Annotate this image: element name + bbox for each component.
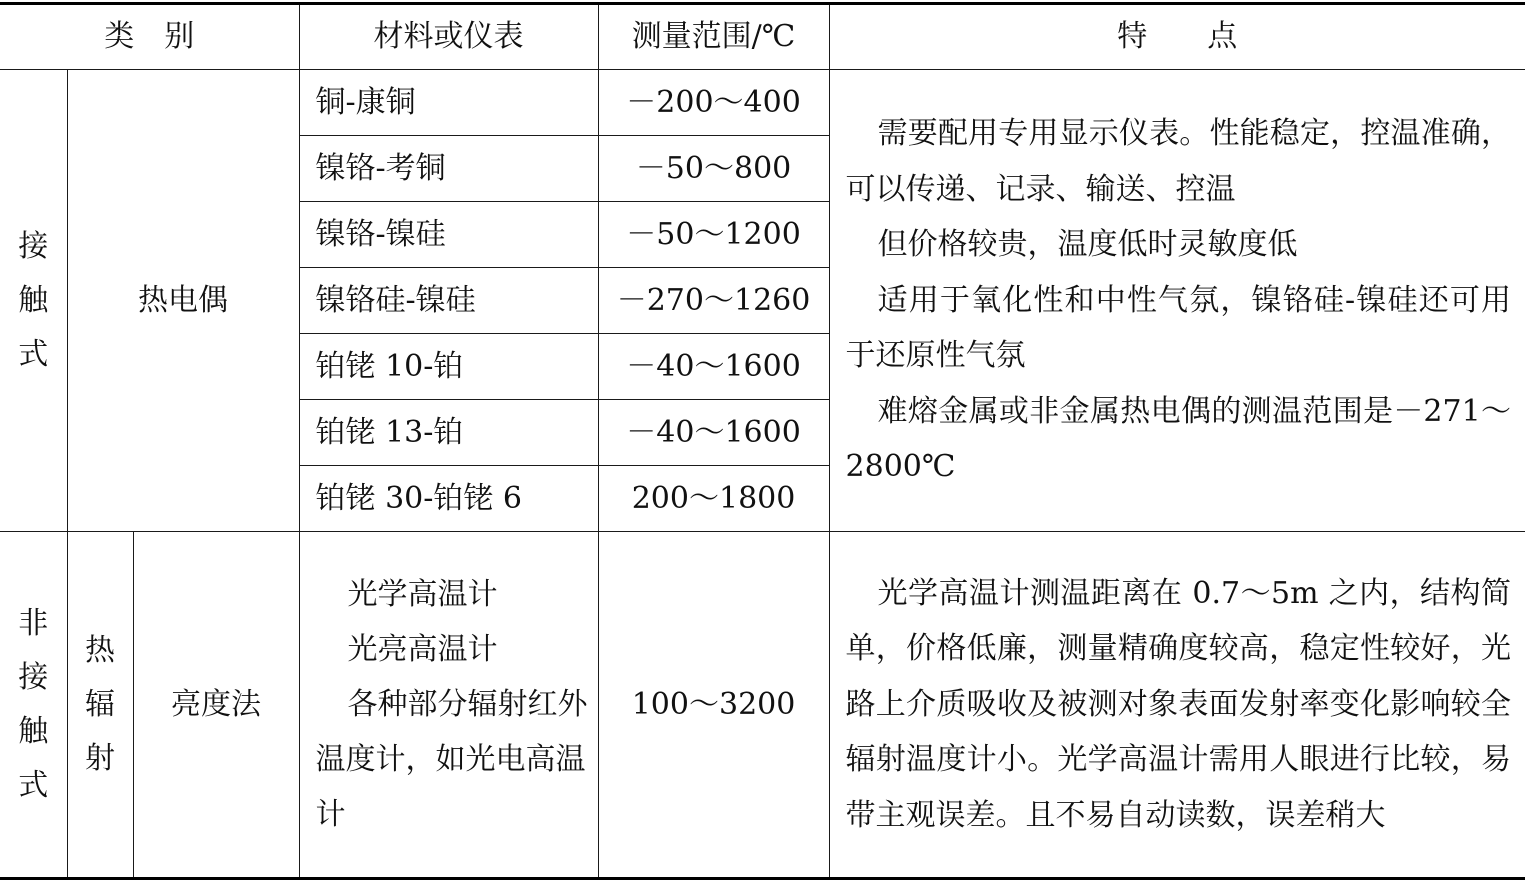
header-range: 测量范围/℃ [598, 4, 829, 70]
feature-paragraph: 光学高温计测温距离在 0.7～5m 之内，结构简单，价格低廉，测量精确度较高，稳定性较好，光路上介质吸收及被测对象表面发射率变化影响较全辐射温度计小。光学高温计需用人眼进行比较，易带主观误差。且不易自动读数，误差稍大 [845, 575, 1512, 833]
material-cell: 镍铬-镍硅 [299, 202, 598, 268]
instrument-list [299, 532, 598, 879]
header-feature: 特 点 [829, 4, 1525, 70]
instrument-item: 光学高温计 [347, 577, 498, 612]
table-row [0, 532, 1525, 879]
type-label-noncontact: 非 接 触 式 [0, 532, 67, 879]
material-cell: 铂铑 10-铂 [299, 334, 598, 400]
feature-contact [829, 70, 1525, 532]
range-cell: －40～1600 [598, 400, 829, 466]
feature-paragraph: 但价格较贵，温度低时灵敏度低 [877, 227, 1298, 263]
feature-paragraph: 难熔金属或非金属热电偶的测温范围是－271～2800℃ [845, 393, 1512, 485]
table-row [0, 70, 1525, 136]
method-brightness: 亮度法 [133, 532, 299, 879]
group-label-thermal-radiation: 热 辐 射 [67, 532, 133, 879]
instrument-item: 各种部分辐射红外温度计，如光电高温计 [315, 687, 588, 832]
material-cell: 铂铑 30-铂铑 6 [299, 466, 598, 532]
material-cell: 镍铬-考铜 [299, 136, 598, 202]
thermometer-comparison-table [0, 2, 1525, 880]
header-category: 类 别 [0, 4, 299, 70]
range-cell: －200～400 [598, 70, 829, 136]
material-cell: 铜-康铜 [299, 70, 598, 136]
range-cell: 200～1800 [598, 466, 829, 532]
material-cell: 铂铑 13-铂 [299, 400, 598, 466]
subtype-thermocouple: 热电偶 [67, 70, 299, 532]
range-cell: －50～800 [598, 136, 829, 202]
feature-noncontact [829, 532, 1525, 879]
material-cell: 镍铬硅-镍硅 [299, 268, 598, 334]
range-cell: －50～1200 [598, 202, 829, 268]
range-cell: 100～3200 [598, 532, 829, 879]
instrument-item: 光亮高温计 [347, 632, 498, 667]
table-header-row [0, 4, 1525, 70]
type-label-contact: 接 触 式 [0, 70, 67, 532]
feature-paragraph: 需要配用专用显示仪表。性能稳定，控温准确，可以传递、记录、输送、控温 [845, 116, 1512, 207]
feature-paragraph: 适用于氧化性和中性气氛，镍铬硅-镍硅还可用于还原性气氛 [845, 282, 1512, 374]
header-material: 材料或仪表 [299, 4, 598, 70]
range-cell: －40～1600 [598, 334, 829, 400]
range-cell: －270～1260 [598, 268, 829, 334]
